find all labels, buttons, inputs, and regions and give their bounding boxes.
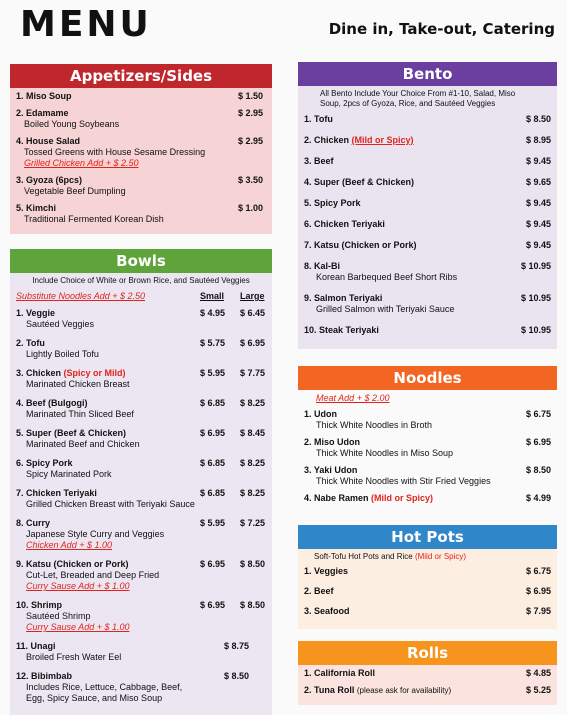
list-item (16, 203, 266, 225)
item-price: $ 8.50 (525, 465, 551, 475)
item-price: $ 5.25 (525, 685, 551, 695)
item-description: Boiled Young Soybeans (24, 119, 120, 129)
item-addon: Grilled Chicken Add + $ 2.50 (24, 158, 139, 168)
item-price: $ 3.50 (238, 175, 264, 185)
list-item (16, 600, 266, 633)
item-option: (Mild or Spicy) (351, 135, 414, 145)
item-description: Includes Rice, Lettuce, Cabbage, Beef, (26, 682, 183, 692)
item-price-small: $ 5.75 (200, 338, 226, 348)
item-addon: Chicken Add + $ 1.00 (26, 540, 112, 550)
item-name: 4. House Salad (16, 136, 81, 146)
list-item (16, 91, 266, 102)
rolls-list (298, 665, 557, 705)
item-name: 3. Chicken (16, 368, 62, 378)
list-item (16, 641, 266, 663)
item-name: 9. Katsu (Chicken or Pork) (16, 559, 129, 569)
item-price: $ 2.95 (238, 136, 264, 146)
large-header: Large (240, 291, 265, 301)
list-item (304, 566, 551, 577)
list-item (304, 135, 551, 146)
bento-list (304, 114, 551, 336)
bento-body (298, 86, 557, 349)
item-name: 7. Katsu (Chicken or Pork) (304, 240, 417, 250)
item-description: Vegetable Beef Dumpling (24, 186, 126, 196)
item-name: 11. Unagi (16, 641, 56, 651)
item-name: 4. Super (Beef & Chicken) (304, 177, 415, 187)
item-price: $ 8.95 (525, 135, 551, 145)
item-price: $ 1.00 (238, 203, 264, 213)
bento-section (298, 62, 557, 349)
item-name: 3. Seafood (304, 606, 350, 616)
bento-note: All Bento Include Your Choice From #1-10, Salad, Miso Soup, 2pcs of Gyoza, Rice, and Sautéed Veggies (320, 89, 516, 108)
rolls-heading: Rolls (298, 641, 557, 665)
item-description: Korean Barbequed Beef Short Ribs (316, 272, 458, 282)
item-price-small: $ 6.85 (200, 398, 226, 408)
item-price-large: $ 8.25 (240, 488, 266, 498)
item-price: $ 2.95 (238, 108, 264, 118)
item-name: 5. Spicy Pork (304, 198, 361, 208)
small-header: Small (200, 291, 225, 301)
list-item (16, 559, 266, 592)
item-name: 6. Spicy Pork (16, 458, 73, 468)
item-price: $ 9.45 (525, 219, 551, 229)
item-description: Broiled Fresh Water Eel (26, 652, 122, 662)
hotpots-note (314, 552, 551, 562)
item-price-large: $ 8.75 (224, 641, 250, 651)
item-price: $ 6.75 (525, 409, 551, 419)
list-item (304, 668, 551, 679)
item-name: 1. Udon (304, 409, 337, 419)
item-price: $ 1.50 (238, 91, 264, 101)
item-price-small: $ 6.95 (200, 428, 226, 438)
item-name: 4. Nabe Ramen (304, 493, 369, 503)
item-price-small: $ 6.95 (200, 600, 226, 610)
hotpots-section (298, 525, 557, 629)
item-price: $ 7.95 (525, 606, 551, 616)
item-name: 2. Miso Udon (304, 437, 360, 447)
item-name: 8. Kal-Bi (304, 261, 341, 271)
item-price-large: $ 8.50 (240, 600, 266, 610)
item-description: Grilled Salmon with Teriyaki Sauce (316, 304, 455, 314)
list-item (16, 108, 266, 130)
noodles-body (298, 390, 557, 513)
bowls-note: Include Choice of White or Brown Rice, and Sautéed Veggies (32, 276, 250, 285)
item-description: Sautéed Shrimp (26, 611, 91, 621)
list-item (16, 428, 266, 450)
item-description: Traditional Fermented Korean Dish (24, 214, 164, 224)
item-price-large: $ 7.25 (240, 518, 266, 528)
item-name: 5. Super (Beef & Chicken) (16, 428, 127, 438)
right-column (298, 62, 557, 705)
list-item (304, 606, 551, 617)
service-tagline: Dine in, Take-out, Catering (328, 20, 555, 38)
item-description: Thick White Noodles in Miso Soup (316, 448, 454, 458)
list-item (16, 175, 266, 197)
item-addon: Curry Sause Add + $ 1.00 (26, 581, 130, 591)
list-item (16, 338, 266, 360)
item-option: (Spicy or Mild) (63, 368, 126, 378)
list-item (16, 671, 266, 704)
item-price-large: $ 6.45 (240, 308, 266, 318)
bowls-body (10, 273, 272, 715)
list-item (304, 177, 551, 188)
item-price-small: $ 6.85 (200, 458, 226, 468)
menu-title: MENU (20, 4, 152, 45)
item-price-small: $ 4.95 (200, 308, 226, 318)
item-name: 2. Tofu (16, 338, 45, 348)
bowls-list (16, 308, 266, 704)
list-item (304, 219, 551, 230)
item-price: $ 9.65 (525, 177, 551, 187)
item-price-small: $ 6.95 (200, 559, 226, 569)
hotpots-list (304, 566, 551, 617)
bowls-heading: Bowls (10, 249, 272, 273)
item-description: Sautéed Veggies (26, 319, 95, 329)
item-description: Grilled Chicken Breast with Teriyaki Sauce (26, 499, 195, 509)
rolls-section (298, 641, 557, 705)
item-name: 4. Beef (Bulgogi) (16, 398, 88, 408)
item-price: $ 9.45 (525, 156, 551, 166)
bowls-column-header (16, 291, 266, 303)
item-price: $ 9.45 (525, 198, 551, 208)
list-item (304, 586, 551, 597)
item-name: 1. California Roll (304, 668, 376, 678)
item-price-large: $ 8.50 (240, 559, 266, 569)
list-item (16, 458, 266, 480)
item-note: (please ask for availability) (356, 686, 452, 695)
item-option: (Mild or Spicy) (371, 493, 434, 503)
item-name: 2. Tuna Roll (304, 685, 355, 695)
hotpots-note-text: Soft-Tofu Hot Pots and Rice (314, 552, 413, 561)
item-price-large: $ 8.50 (224, 671, 250, 681)
item-name: 7. Chicken Teriyaki (16, 488, 97, 498)
meat-add-note: Meat Add + $ 2.00 (316, 393, 390, 403)
list-item (16, 308, 266, 330)
list-item (304, 493, 551, 504)
list-item (304, 261, 551, 283)
list-item (304, 685, 551, 696)
item-price: $ 4.99 (525, 493, 551, 503)
item-addon: Curry Sause Add + $ 1.00 (26, 622, 130, 632)
item-description: Thick White Noodles in Broth (316, 420, 433, 430)
noodles-list (304, 409, 551, 504)
list-item (304, 156, 551, 167)
hotpots-note-highlight: (Mild or Spicy) (414, 552, 467, 561)
item-name: 1. Tofu (304, 114, 333, 124)
item-price: $ 10.95 (520, 261, 551, 271)
item-description: Lightly Boiled Tofu (26, 349, 99, 359)
item-price-small: $ 6.85 (200, 488, 226, 498)
bento-heading: Bento (298, 62, 557, 86)
item-name: 10. Shrimp (16, 600, 63, 610)
item-name: 10. Steak Teriyaki (304, 325, 379, 335)
item-name: 3. Gyoza (6pcs) (16, 175, 83, 185)
list-item (16, 368, 266, 390)
item-description: Marinated Chicken Breast (26, 379, 130, 389)
item-name: 6. Chicken Teriyaki (304, 219, 385, 229)
item-price-large: $ 8.45 (240, 428, 266, 438)
list-item (304, 293, 551, 315)
item-description: Tossed Greens with House Sesame Dressing (24, 147, 206, 157)
appetizers-section (10, 64, 272, 234)
item-name: 2. Edamame (16, 108, 69, 118)
noodles-section (298, 366, 557, 513)
item-price-small: $ 5.95 (200, 518, 226, 528)
item-description: Egg, Spicy Sauce, and Miso Soup (26, 693, 163, 703)
appetizers-list (10, 88, 272, 234)
list-item (16, 518, 266, 551)
item-name: 1. Miso Soup (16, 91, 72, 101)
substitute-noodles-note: Substitute Noodles Add + $ 2.50 (16, 291, 146, 301)
item-name: 2. Beef (304, 586, 334, 596)
list-item (304, 465, 551, 487)
item-description: Cut-Let, Breaded and Deep Fried (26, 570, 160, 580)
item-name: 5. Kimchi (16, 203, 57, 213)
list-item (304, 240, 551, 251)
item-name: 1. Veggie (16, 308, 56, 318)
item-name: 12. Bibimbab (16, 671, 73, 681)
list-item (304, 325, 551, 336)
hotpots-body (298, 549, 557, 629)
item-price: $ 4.85 (525, 668, 551, 678)
item-description: Japanese Style Curry and Veggies (26, 529, 165, 539)
item-description: Marinated Beef and Chicken (26, 439, 140, 449)
item-price: $ 10.95 (520, 293, 551, 303)
item-price: $ 6.95 (525, 586, 551, 596)
item-price: $ 10.95 (520, 325, 551, 335)
item-price: $ 8.50 (525, 114, 551, 124)
item-price: $ 6.95 (525, 437, 551, 447)
item-name: 3. Beef (304, 156, 334, 166)
bowls-section (10, 249, 272, 715)
left-column (10, 64, 272, 715)
item-price-small: $ 5.95 (200, 368, 226, 378)
list-item (304, 409, 551, 431)
item-description: Thick White Noodles with Stir Fried Veggies (316, 476, 491, 486)
appetizers-heading: Appetizers/Sides (10, 64, 272, 88)
list-item (304, 437, 551, 459)
item-price: $ 6.75 (525, 566, 551, 576)
item-name: 1. Veggies (304, 566, 349, 576)
item-price-large: $ 7.75 (240, 368, 266, 378)
item-price-large: $ 6.95 (240, 338, 266, 348)
item-description: Spicy Marinated Pork (26, 469, 112, 479)
item-name: 8. Curry (16, 518, 51, 528)
item-name: 3. Yaki Udon (304, 465, 358, 475)
list-item (16, 136, 266, 169)
list-item (16, 488, 266, 510)
item-price-large: $ 8.25 (240, 458, 266, 468)
item-price: $ 9.45 (525, 240, 551, 250)
item-description: Marinated Thin Sliced Beef (26, 409, 134, 419)
noodles-heading: Noodles (298, 366, 557, 390)
item-name: 2. Chicken (304, 135, 350, 145)
list-item (304, 114, 551, 125)
item-price-large: $ 8.25 (240, 398, 266, 408)
item-name: 9. Salmon Teriyaki (304, 293, 383, 303)
hotpots-heading: Hot Pots (298, 525, 557, 549)
list-item (304, 198, 551, 209)
list-item (16, 398, 266, 420)
